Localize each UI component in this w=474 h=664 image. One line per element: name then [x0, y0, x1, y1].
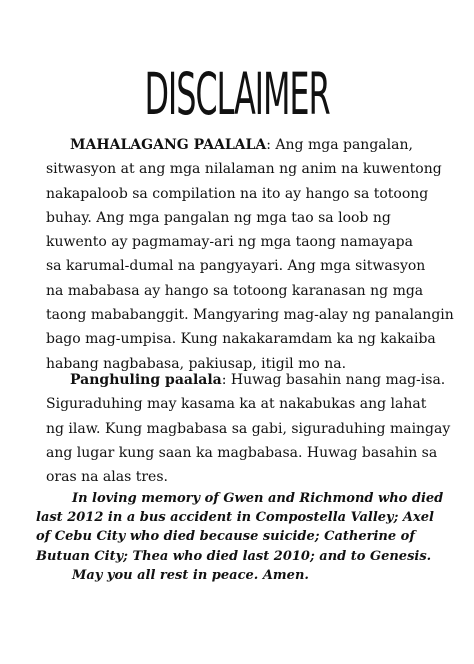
paragraph-line: Siguraduhing may kasama ka at nakabukas ang lahat — [46, 396, 427, 413]
lead-label: MAHALAGANG PAALALA — [70, 137, 267, 153]
paragraph-line: buhay. Ang mga pangalan ng mga tao sa loob ng — [46, 209, 391, 226]
closing-line — [36, 566, 446, 585]
paragraph-line: nakapaloob sa compilation na ito ay hango sa totoong — [46, 185, 429, 202]
paragraph-line: habang nagbabasa, pakiusap, itigil mo na. — [46, 355, 347, 372]
paragraph-line: kuwento ay pagmamay-ari ng mga taong namayapa — [46, 234, 413, 251]
paragraph-line — [46, 368, 446, 392]
paragraph-line: taong mababanggit. Mangyaring mag-alay ng panalangin — [46, 307, 454, 324]
paragraph-line: na mababasa ay hango sa totoong karanasan ng mga — [46, 282, 424, 299]
memorial-line: of Cebu City who died because suicide; Catherine of — [36, 529, 415, 545]
paragraph-line: bago mag-umpisa. Kung nakakaramdam ka ng kakaiba — [46, 331, 436, 348]
paragraph-line: sa karumal-dumal na pangyayari. Ang mga sitwasyon — [46, 258, 426, 275]
line-text: : Ang mga pangalan, — [266, 137, 413, 153]
paragraph-final-reminder — [46, 368, 451, 489]
lead-label: Panghuling paalala — [70, 372, 222, 388]
paragraph-line: sitwasyon at ang mga nilalaman ng anim na kuwentong — [46, 161, 442, 178]
line-text: : Huwag basahin nang mag-isa. — [221, 372, 446, 388]
memorial-line: Butuan City; Thea who died last 2010; and to Genesis. — [36, 548, 432, 564]
paragraph-important-reminder — [46, 133, 454, 376]
closing-text: May you all rest in peace. Amen. — [72, 568, 309, 583]
paragraph-line — [46, 133, 438, 157]
paragraph-line: ng ilaw. Kung magbabasa sa gabi, siguraduhing maingay — [46, 420, 451, 437]
memorial-line: last 2012 in a bus accident in Compostella Valley; Axel — [36, 510, 434, 526]
paragraph-line: oras na alas tres. — [46, 469, 168, 486]
memorial-dedication — [36, 489, 446, 566]
memorial-line: In loving memory of Gwen and Richmond who died — [72, 491, 444, 506]
paragraph-line: ang lugar kung saan ka magbabasa. Huwag basahin sa — [46, 444, 438, 461]
page-title: DISCLAIMER — [144, 60, 330, 128]
